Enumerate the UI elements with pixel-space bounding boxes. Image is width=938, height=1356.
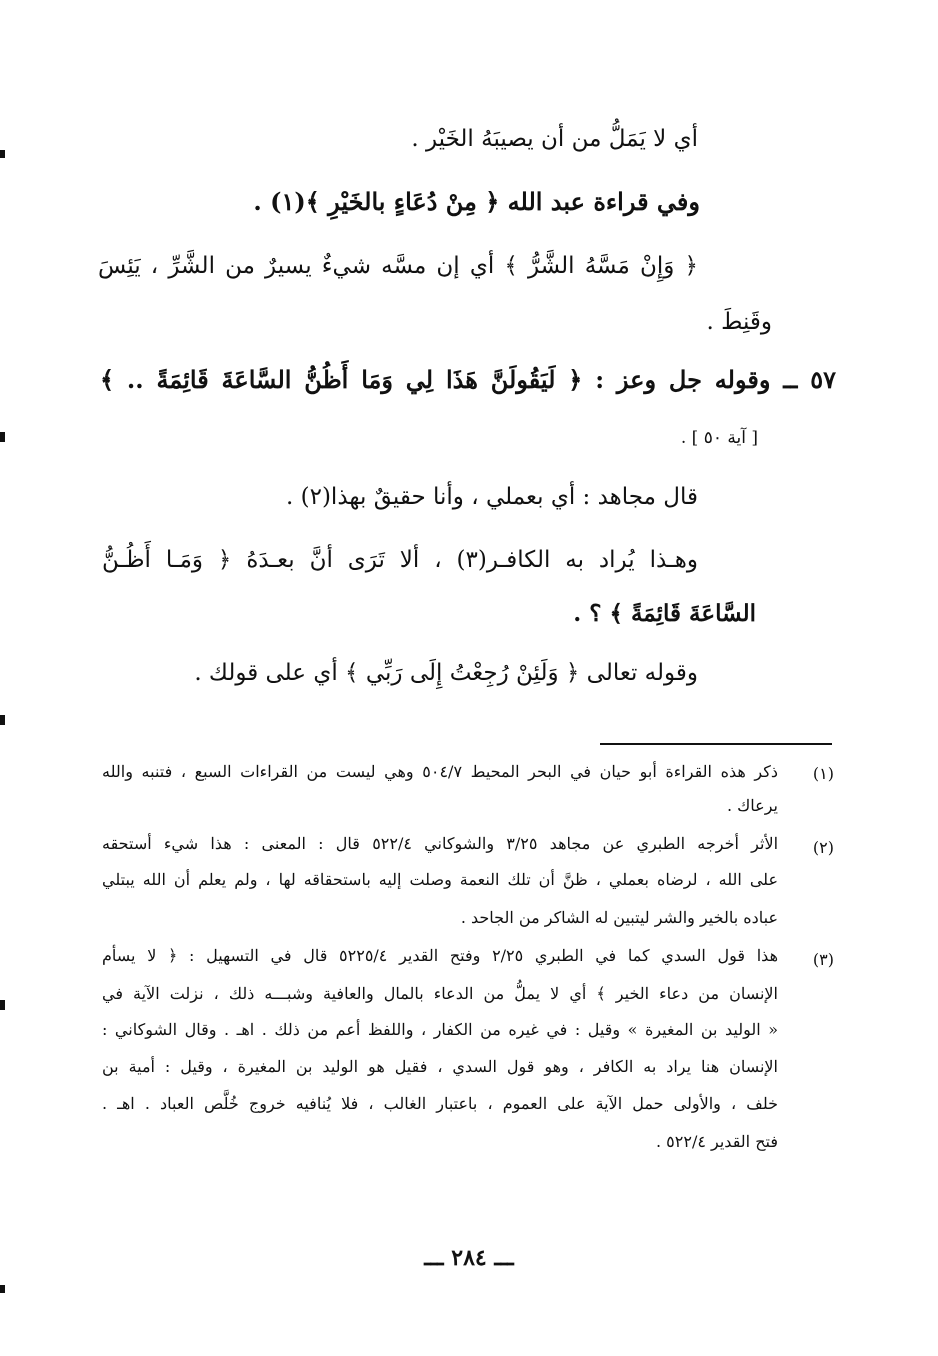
footnote-3-line-2: الإنسان من دعاء الخير ﴾ أي لا يملُّ من الدعاء بالمال والعافية وشبـــه ذلك ، نزلت الآية في xyxy=(102,984,779,1003)
footnote-2-line-1: الأثر أخرجه الطبري عن مجاهد ٣/٢٥ والشوكاني ٥٢٢/٤ قال : المعنى : هذا شيء أستحقه xyxy=(102,834,779,853)
main-line-6-verse-ref: [ آية ٥٠ ] . xyxy=(680,428,758,448)
footnote-2-line-3: عباده بالخير والشر ليتبين له الشاكر من الجاحد . xyxy=(460,908,778,927)
scan-edge-mark xyxy=(0,715,5,725)
main-line-5-verse-heading: ٥٧ ــ وقوله جل وعز : ﴿ لَيَقُولَنَّ هَذَا لِي وَمَا أَظُنُّ السَّاعَةَ قَائِمَةً .. ﴾ xyxy=(100,365,836,394)
footnote-1-number: (١) xyxy=(812,764,834,783)
footnote-1-line-1: ذكر هذه القراءة أبو حيان في البحر المحيط ٥٠٤/٧ وهي ليست من القراءات السبع ، فتنبه والله xyxy=(102,762,778,781)
scan-edge-mark xyxy=(0,432,5,442)
footnote-separator xyxy=(600,743,832,745)
main-line-10: وقوله تعالى ﴿ وَلَئِنْ رُجِعْتُ إِلَى رَبِّي ﴾ أي على قولك . xyxy=(194,660,698,686)
footnote-3-line-5: خلف ، والأولى حمل الآية على العموم ، باعتبار الغالب ، فلا يُنافيه خروج خُلَّص العباد . اهـ . xyxy=(102,1094,779,1113)
main-line-9: السَّاعَةَ قَائِمَةً ﴾ ؟ . xyxy=(573,600,756,627)
footnote-2-number: (٢) xyxy=(812,838,834,857)
main-line-4: وقَنِطَ . xyxy=(706,309,772,335)
main-line-2: وفي قراءة عبد الله ﴿ مِنْ دُعَاءٍ بالخَيْرِ ﴾(١) . xyxy=(253,187,700,216)
scan-edge-mark xyxy=(0,1000,5,1010)
footnote-3-number: (٣) xyxy=(812,950,834,969)
main-line-7: قال مجاهد : أي بعملي ، وأنا حقيقٌ بهذا(٢) . xyxy=(285,484,698,510)
page-number: ـــ ٢٨٤ ـــ xyxy=(424,1245,514,1271)
footnote-1-line-2: يرعاك . xyxy=(726,796,778,815)
footnote-3-line-1: هذا قول السدي كما في الطبري ٢/٢٥ وفتح القدير ٥٢٢٥/٤ قال في التسهيل : ﴿ لا يسأم xyxy=(102,946,778,965)
footnote-2-line-2: على الله ، لرضاه بعملي ، ظنَّ أن تلك النعمة وصلت إليه باستحقاقه لها ، ولم يعلم أن الله يبتلي xyxy=(102,870,778,889)
main-line-3: ﴿ وَإِنْ مَسَّهُ الشَّرُّ ﴾ أي إن مسَّه شيءٌ يسيرٌ من الشَّرِّ ، يَئِسَ xyxy=(98,253,698,279)
scan-edge-mark xyxy=(0,150,5,158)
scan-edge-mark xyxy=(0,1285,5,1293)
footnote-3-line-6: فتح القدير ٥٢٢/٤ . xyxy=(655,1132,778,1151)
footnote-3-line-3: « الوليد بن المغيرة » وقيل : في غيره من الكفار ، واللفظ أعم من ذلك . اهـ . وقال الشوكاني : xyxy=(102,1020,778,1039)
footnote-3-line-4: الإنسان هنا يراد به الكافر ، وهو قول السدي ، فقيل هو الوليد بن المغيرة ، وقيل : أمية بن xyxy=(102,1057,778,1076)
main-line-1: أي لا يَمَلُّ من أن يصيبَهُ الخَيْر . xyxy=(411,126,698,152)
main-line-8: وهـذا يُراد به الكافـر(٣) ، ألا تَرَى أنَّ بعـدَهُ ﴿ وَمَـا أَظُـنُّ xyxy=(102,547,698,573)
